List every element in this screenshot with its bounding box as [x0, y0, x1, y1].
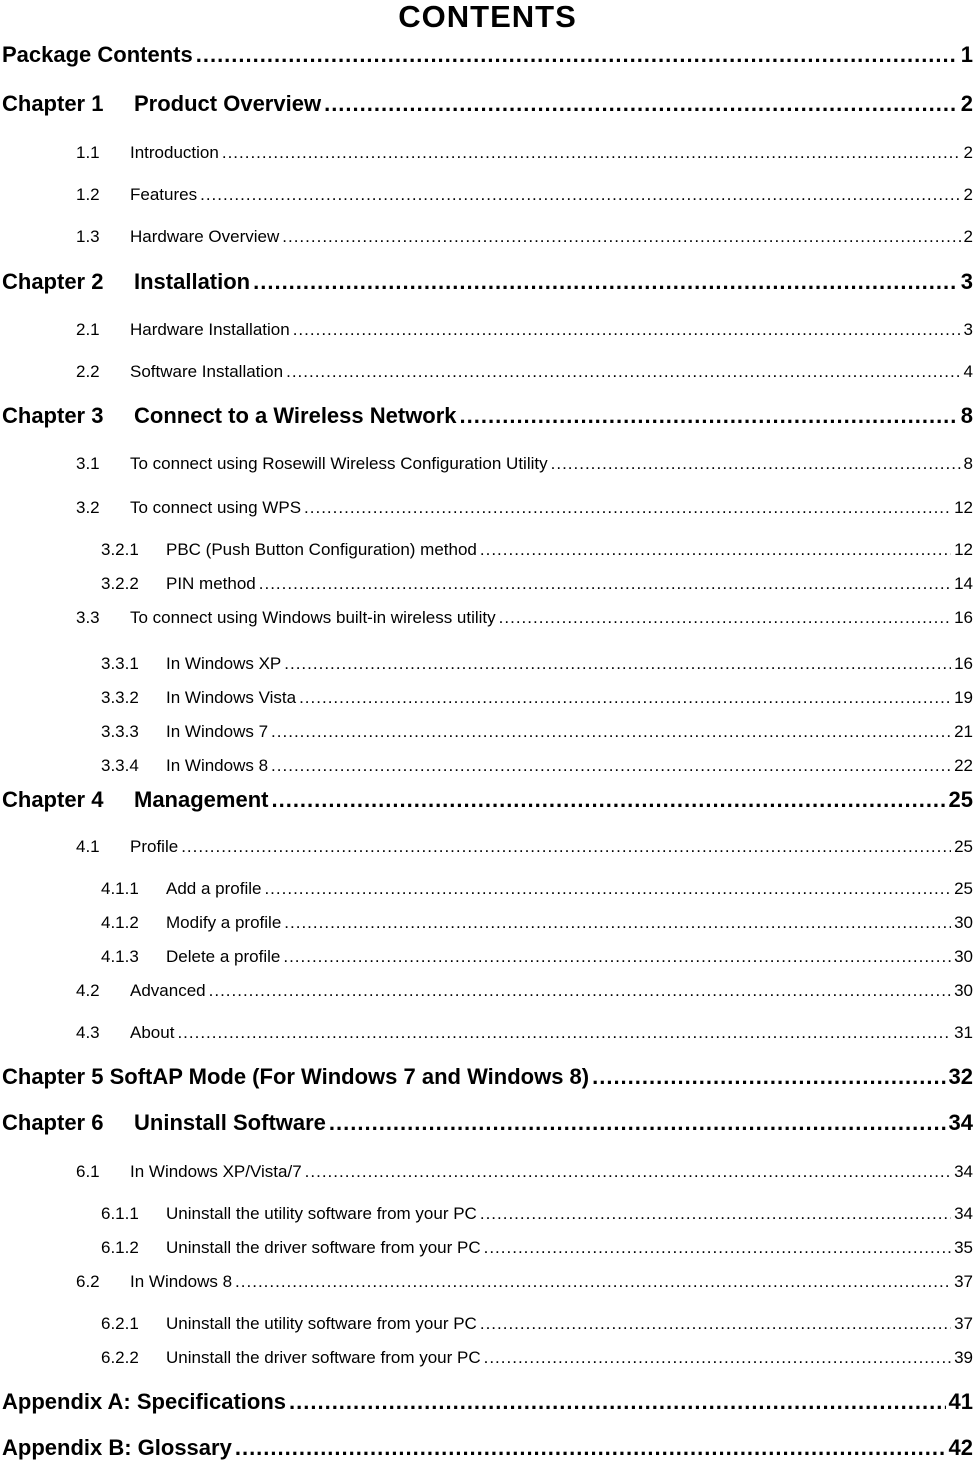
toc-entry-page-number: 30 — [954, 947, 973, 966]
toc-subsection-entry[interactable] — [101, 913, 973, 933]
toc-dot-leader — [284, 654, 951, 674]
toc-section-entry[interactable] — [76, 320, 973, 340]
toc-dot-leader — [271, 756, 951, 776]
toc-entry-number: 3.3.3 — [101, 722, 139, 741]
toc-dot-leader — [284, 913, 951, 933]
toc-chapter-entry[interactable] — [2, 1064, 973, 1090]
toc-subsection-entry[interactable] — [101, 756, 973, 776]
toc-entry-page-number: 22 — [954, 756, 973, 775]
toc-entry-page-number: 37 — [954, 1272, 973, 1291]
toc-dot-leader — [235, 1435, 946, 1461]
toc-entry-label: Introduction — [130, 143, 219, 162]
toc-dot-leader — [329, 1110, 946, 1136]
toc-dot-leader — [499, 608, 951, 628]
toc-entry-number: 3.3 — [76, 608, 100, 627]
toc-entry-page-number: 25 — [948, 787, 973, 812]
toc-entry-label: PIN method — [166, 574, 256, 593]
toc-entry-label: Uninstall the utility software from your PC — [166, 1314, 477, 1333]
toc-subsection-entry[interactable] — [101, 947, 973, 967]
toc-dot-leader — [196, 42, 958, 68]
toc-subsection-entry[interactable] — [101, 1314, 973, 1334]
toc-entry-label: Chapter 5 SoftAP Mode (For Windows 7 and Windows 8) — [2, 1064, 590, 1089]
toc-section-entry[interactable] — [76, 1023, 973, 1043]
toc-subsection-entry[interactable] — [101, 574, 973, 594]
toc-entry-number: 3.2 — [76, 498, 100, 517]
toc-entry-page-number: 8 — [963, 454, 973, 473]
toc-entry-number: 3.1 — [76, 454, 100, 473]
toc-dot-leader — [299, 688, 951, 708]
toc-dot-leader — [222, 143, 961, 163]
toc-entry-number: 6.1 — [76, 1162, 100, 1181]
toc-dot-leader — [181, 837, 951, 857]
toc-section-entry[interactable] — [76, 1162, 973, 1182]
toc-entry-label: Add a profile — [166, 879, 262, 898]
toc-entry-page-number: 16 — [954, 608, 973, 627]
toc-entry-page-number: 16 — [954, 654, 973, 673]
toc-chapter-entry[interactable] — [2, 787, 973, 813]
toc-entry-page-number: 14 — [954, 574, 973, 593]
toc-entry-label: Profile — [130, 837, 179, 856]
toc-entry-page-number: 3 — [963, 320, 973, 339]
toc-entry-page-number: 12 — [954, 540, 973, 559]
toc-entry-number: 4.2 — [76, 981, 100, 1000]
toc-dot-leader — [177, 1023, 951, 1043]
toc-entry-page-number: 34 — [954, 1162, 973, 1181]
toc-entry-page-number: 21 — [954, 722, 973, 741]
toc-entry-number: 6.1.2 — [101, 1238, 139, 1257]
toc-entry-label: Appendix A: Specifications — [2, 1389, 287, 1414]
toc-subsection-entry[interactable] — [101, 1204, 973, 1224]
toc-dot-leader — [271, 787, 945, 813]
toc-dot-leader — [551, 454, 961, 474]
toc-entry-page-number: 12 — [954, 498, 973, 517]
toc-entry-label: In Windows 8 — [130, 1272, 233, 1291]
toc-dot-leader — [235, 1272, 951, 1292]
toc-dot-leader — [282, 227, 960, 247]
toc-entry-label: In Windows 7 — [166, 722, 269, 741]
toc-entry-page-number: 8 — [960, 403, 973, 428]
toc-entry-label: In Windows XP — [166, 654, 282, 673]
toc-entry-page-number: 30 — [954, 913, 973, 932]
toc-entry-page-number: 37 — [954, 1314, 973, 1333]
toc-entry-number: Chapter 4 — [2, 787, 104, 812]
toc-entry-label: Appendix B: Glossary — [2, 1435, 232, 1460]
toc-entry-page-number: 2 — [960, 91, 973, 116]
toc-entry-page-number: 39 — [954, 1348, 973, 1367]
toc-dot-leader — [324, 91, 958, 117]
toc-section-entry[interactable] — [76, 362, 973, 382]
toc-entry-page-number: 2 — [963, 143, 973, 162]
toc-entry-number: Chapter 2 — [2, 269, 104, 294]
toc-entry-label: In Windows 8 — [166, 756, 269, 775]
toc-entry-page-number: 34 — [948, 1110, 973, 1135]
toc-entry-label: Uninstall the utility software from your PC — [166, 1204, 477, 1223]
toc-dot-leader — [259, 574, 951, 594]
toc-entry-number: 1.1 — [76, 143, 100, 162]
toc-entry-label: Advanced — [130, 981, 206, 1000]
toc-subsection-entry[interactable] — [101, 722, 973, 742]
toc-entry-page-number: 3 — [960, 269, 973, 294]
toc-dot-leader — [484, 1238, 951, 1258]
toc-dot-leader — [264, 879, 951, 899]
toc-entry-page-number: 30 — [954, 981, 973, 1000]
toc-dot-leader — [480, 1314, 951, 1334]
toc-dot-leader — [289, 1389, 946, 1415]
toc-entry-number: 6.2 — [76, 1272, 100, 1291]
toc-entry-label: To connect using WPS — [130, 498, 302, 517]
toc-section-entry[interactable] — [76, 498, 973, 518]
toc-entry-number: Chapter 3 — [2, 403, 104, 428]
toc-dot-leader — [480, 540, 951, 560]
toc-entry-label: Connect to a Wireless Network — [134, 403, 457, 428]
toc-entry-page-number: 25 — [954, 837, 973, 856]
toc-dot-leader — [253, 269, 958, 295]
toc-entry-number: 6.2.2 — [101, 1348, 139, 1367]
toc-section-entry[interactable] — [76, 185, 973, 205]
toc-chapter-entry[interactable] — [2, 403, 973, 429]
toc-entry-number: 4.3 — [76, 1023, 100, 1042]
toc-entry-number: 4.1.2 — [101, 913, 139, 932]
toc-subsection-entry[interactable] — [101, 688, 973, 708]
toc-dot-leader — [209, 981, 951, 1001]
toc-dot-leader — [480, 1204, 951, 1224]
toc-entry-number: 2.2 — [76, 362, 100, 381]
toc-entry-number: 4.1 — [76, 837, 100, 856]
toc-section-entry[interactable] — [76, 143, 973, 163]
toc-entry-page-number: 2 — [963, 185, 973, 204]
toc-chapter-entry[interactable] — [2, 1110, 973, 1136]
toc-entry-number: 3.2.1 — [101, 540, 139, 559]
toc-section-entry[interactable] — [76, 454, 973, 474]
toc-dot-leader — [293, 320, 961, 340]
toc-dot-leader — [460, 403, 958, 429]
toc-entry-label: To connect using Rosewill Wireless Configuration Utility — [130, 454, 548, 473]
toc-entry-label: In Windows Vista — [166, 688, 297, 707]
toc-chapter-entry[interactable] — [2, 1389, 973, 1415]
toc-entry-label: About — [130, 1023, 175, 1042]
toc-entry-label: Modify a profile — [166, 913, 282, 932]
toc-dot-leader — [304, 498, 951, 518]
toc-entry-page-number: 42 — [948, 1435, 973, 1460]
toc-entry-page-number: 35 — [954, 1238, 973, 1257]
toc-entry-label: Uninstall Software — [134, 1110, 326, 1135]
toc-entry-label: Package Contents — [2, 42, 193, 67]
toc-entry-number: Chapter 1 — [2, 91, 104, 116]
toc-entry-number: 6.1.1 — [101, 1204, 139, 1223]
toc-entry-number: 4.1.1 — [101, 879, 139, 898]
toc-dot-leader — [283, 947, 951, 967]
toc-entry-label: Software Installation — [130, 362, 284, 381]
toc-entry-page-number: 4 — [963, 362, 973, 381]
toc-entry-page-number: 34 — [954, 1204, 973, 1223]
toc-entry-number: Chapter 6 — [2, 1110, 104, 1135]
toc-entry-label: In Windows XP/Vista/7 — [130, 1162, 302, 1181]
toc-section-entry[interactable] — [76, 608, 973, 628]
toc-dot-leader — [271, 722, 951, 742]
toc-entry-number: 4.1.3 — [101, 947, 139, 966]
toc-dot-leader — [592, 1064, 945, 1090]
toc-entry-number: 3.2.2 — [101, 574, 139, 593]
toc-section-entry[interactable] — [76, 1272, 973, 1292]
toc-entry-number: 2.1 — [76, 320, 100, 339]
toc-entry-label: Management — [134, 787, 269, 812]
toc-section-entry[interactable] — [76, 837, 973, 857]
toc-entry-number: 1.3 — [76, 227, 100, 246]
toc-subsection-entry[interactable] — [101, 1348, 973, 1368]
toc-entry-label: Hardware Overview — [130, 227, 280, 246]
toc-entry-page-number: 2 — [963, 227, 973, 246]
toc-section-entry[interactable] — [76, 227, 973, 247]
toc-subsection-entry[interactable] — [101, 879, 973, 899]
toc-dot-leader — [286, 362, 960, 382]
toc-subsection-entry[interactable] — [101, 540, 973, 560]
page-title: CONTENTS — [398, 0, 577, 34]
toc-entry-label: Hardware Installation — [130, 320, 290, 339]
toc-entry-page-number: 25 — [954, 879, 973, 898]
toc-chapter-entry[interactable] — [2, 269, 973, 295]
toc-entry-label: Installation — [134, 269, 251, 294]
toc-subsection-entry[interactable] — [101, 654, 973, 674]
toc-entry-label: Product Overview — [134, 91, 322, 116]
toc-entry-number: 1.2 — [76, 185, 100, 204]
toc-entry-page-number: 1 — [960, 42, 973, 67]
toc-chapter-entry[interactable] — [2, 1435, 973, 1461]
toc-entry-label: To connect using Windows built-in wireless utility — [130, 608, 496, 627]
toc-dot-leader — [305, 1162, 951, 1182]
toc-section-entry[interactable] — [76, 981, 973, 1001]
toc-entry-page-number: 32 — [948, 1064, 973, 1089]
toc-entry-label: PBC (Push Button Configuration) method — [166, 540, 477, 559]
toc-chapter-entry[interactable] — [2, 91, 973, 117]
toc-entry-label: Features — [130, 185, 198, 204]
toc-entry-number: 3.3.1 — [101, 654, 139, 673]
toc-entry-page-number: 19 — [954, 688, 973, 707]
toc-entry-page-number: 41 — [948, 1389, 973, 1414]
toc-entry-label: Uninstall the driver software from your PC — [166, 1348, 481, 1367]
toc-entry-label: Uninstall the driver software from your PC — [166, 1238, 481, 1257]
toc-entry-number: 3.3.2 — [101, 688, 139, 707]
toc-subsection-entry[interactable] — [101, 1238, 973, 1258]
toc-chapter-entry[interactable] — [2, 42, 973, 68]
toc-entry-number: 3.3.4 — [101, 756, 139, 775]
toc-entry-number: 6.2.1 — [101, 1314, 139, 1333]
toc-dot-leader — [200, 185, 960, 205]
toc-entry-label: Delete a profile — [166, 947, 281, 966]
toc-entry-page-number: 31 — [954, 1023, 973, 1042]
toc-dot-leader — [484, 1348, 951, 1368]
